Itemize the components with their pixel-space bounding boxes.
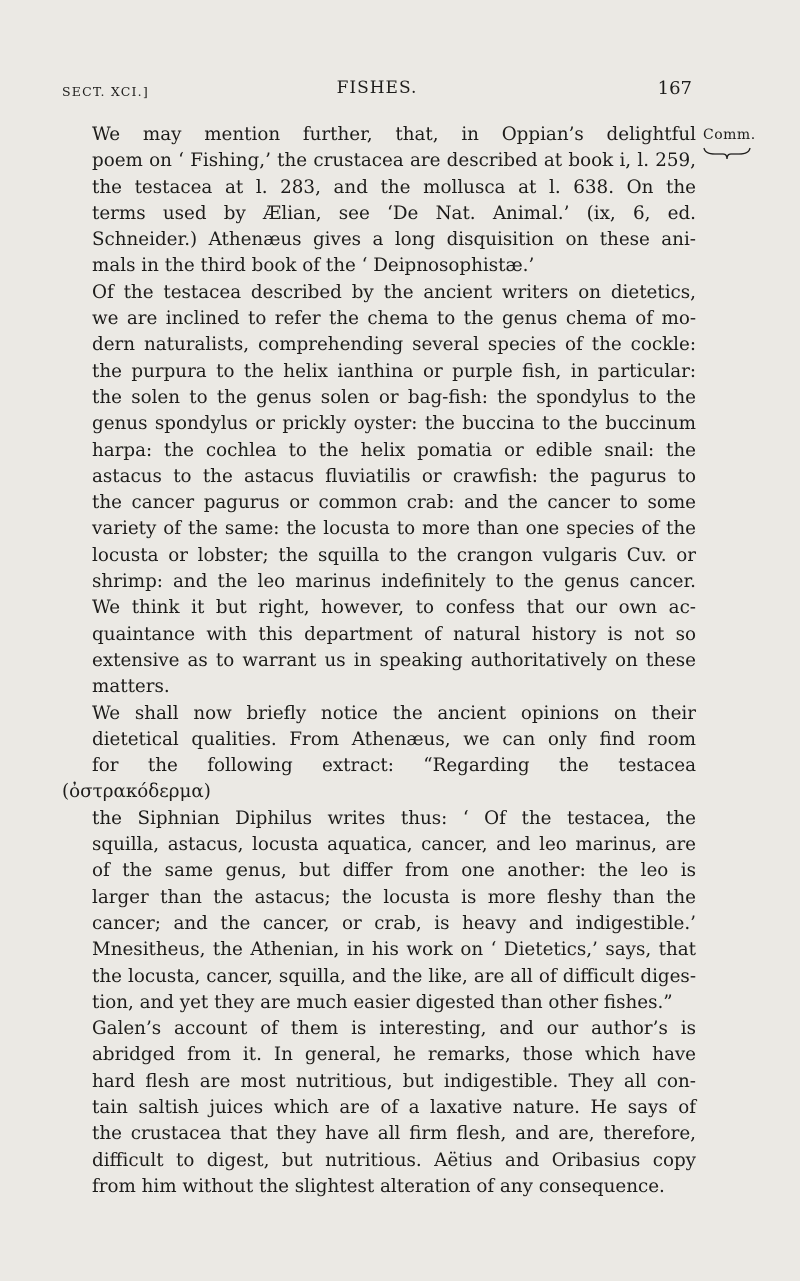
text-line: the purpura to the helix ianthina or purple fish, in particular: <box>92 360 696 382</box>
paragraph <box>62 122 696 280</box>
text-line: the locusta, cancer, squilla, and the like, are all of difficult diges- <box>92 965 696 987</box>
page-number: 167 <box>657 78 692 99</box>
text-line: variety of the same: the locusta to more than one species of the <box>92 518 696 540</box>
text-line: terms used by Ælian, see ‘De Nat. Animal.’ (ix, 6, ed. <box>92 202 696 224</box>
text-line: We think it but right, however, to confess that our own ac- <box>92 597 696 619</box>
text-line: the solen to the genus solen or bag-fish: the spondylus to the <box>92 386 696 408</box>
margin-note: Comm. <box>703 127 756 143</box>
brace-icon <box>703 146 751 160</box>
text-line: mals in the third book of the ‘ Deipnosophistæ.’ <box>92 255 535 277</box>
text-line: larger than the astacus; the locusta is more fleshy than the <box>92 886 696 908</box>
text-line: We shall now briefly notice the ancient opinions on their <box>92 702 696 724</box>
text-line: abridged from it. In general, he remarks, those which have <box>92 1044 696 1066</box>
text-line: tion, and yet they are much easier digested than other fishes.” <box>92 991 673 1013</box>
text-line: tain saltish juices which are of a laxative nature. He says of <box>92 1096 696 1118</box>
section-label: SECT. XCI.] <box>62 84 149 99</box>
text-line: from him without the slightest alteration of any consequence. <box>92 1175 665 1197</box>
text-line: harpa: the cochlea to the helix pomatia or edible snail: the <box>92 439 696 461</box>
text-line: quaintance with this department of natural history is not so <box>92 623 696 645</box>
paragraph <box>62 1016 696 1200</box>
text-line: Of the testacea described by the ancient writers on dietetics, <box>92 281 696 303</box>
text-line: dern naturalists, comprehending several species of the cockle: <box>92 334 696 356</box>
text-line: shrimp: and the leo marinus indefinitely to the genus cancer. <box>92 571 696 593</box>
text-line: hard flesh are most nutritious, but indigestible. They all con- <box>92 1070 696 1092</box>
text-line: of the same genus, but differ from one another: the leo is <box>92 860 696 882</box>
text-line: Mnesitheus, the Athenian, in his work on ‘ Dietetics,’ says, that <box>92 939 696 961</box>
text-line: locusta or lobster; the squilla to the crangon vulgaris Cuv. or <box>92 544 696 566</box>
text-line: Galen’s account of them is interesting, and our author’s is <box>92 1018 696 1040</box>
text-line: matters. <box>92 676 170 698</box>
text-line: Schneider.) Athenæus gives a long disquisition on these ani- <box>92 229 696 251</box>
text-line: astacus to the astacus fluviatilis or crawfish: the pagurus to <box>92 465 696 487</box>
text-line: for the following extract: “Regarding the testacea (ὀστρακόδερμα) <box>62 755 696 803</box>
text-line: the Siphnian Diphilus writes thus: ‘ Of the testacea, the <box>92 807 696 829</box>
text-line: genus spondylus or prickly oyster: the buccina to the buccinum <box>92 413 696 435</box>
body-text <box>62 122 696 1200</box>
text-line: extensive as to warrant us in speaking authoritatively on these <box>92 649 696 671</box>
text-line: we are inclined to refer the chema to the genus chema of mo- <box>92 308 696 330</box>
text-line: cancer; and the cancer, or crab, is heavy and indigestible.’ <box>92 912 696 934</box>
text-line: the testacea at l. 283, and the mollusca at l. 638. On the <box>92 176 696 198</box>
text-line: dietetical qualities. From Athenæus, we can only find room <box>92 728 696 750</box>
page-title: FISHES. <box>336 78 418 98</box>
text-line: the crustacea that they have all firm flesh, and are, therefore, <box>92 1123 696 1145</box>
paragraph <box>62 701 696 1017</box>
paragraph <box>62 280 696 701</box>
text-line: We may mention further, that, in Oppian’s delightful <box>92 124 696 145</box>
text-line: the cancer pagurus or common crab: and the cancer to some <box>92 492 696 514</box>
text-line: squilla, astacus, locusta aquatica, cancer, and leo marinus, are <box>92 834 696 856</box>
text-line: difficult to digest, but nutritious. Aëtius and Oribasius copy <box>92 1149 696 1171</box>
text-line: poem on ‘ Fishing,’ the crustacea are described at book i, l. 259, <box>92 150 696 172</box>
running-header <box>62 78 692 102</box>
